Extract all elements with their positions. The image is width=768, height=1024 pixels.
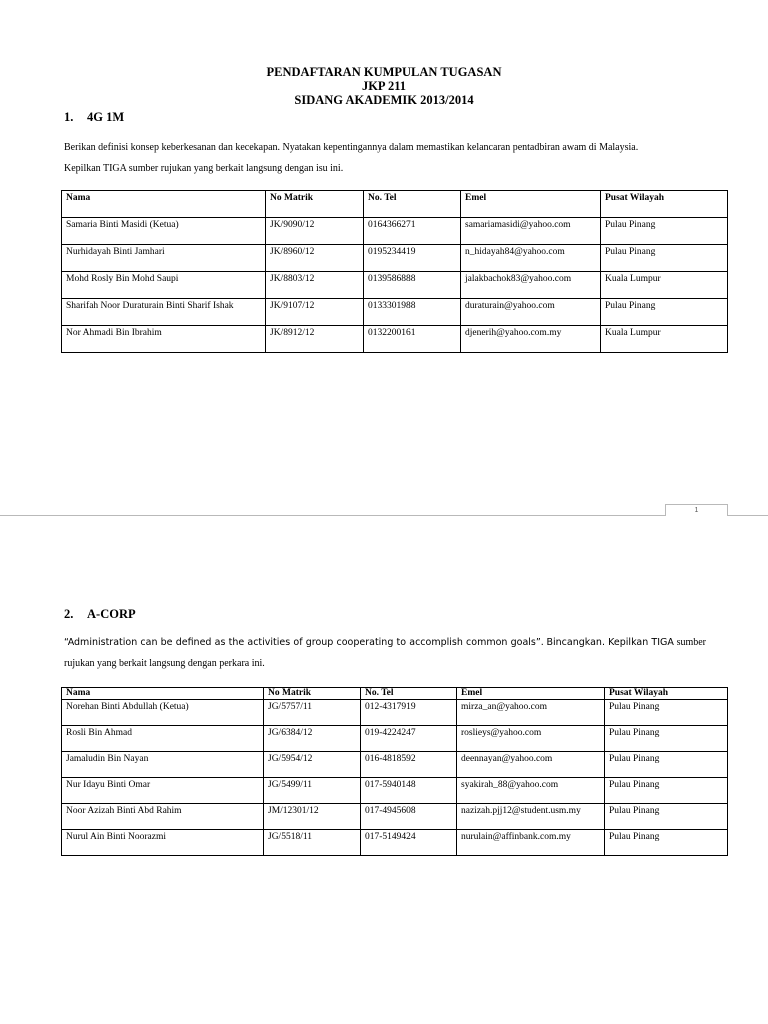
table-cell: JK/8960/12 (266, 245, 364, 272)
table-cell: mirza_an@yahoo.com (457, 700, 605, 726)
table-header-row (62, 688, 728, 700)
table-cell: Nur Idayu Binti Omar (62, 778, 264, 804)
table-cell: Pulau Pinang (605, 752, 728, 778)
table-cell: JG/5499/11 (264, 778, 361, 804)
column-header: Nama (62, 688, 264, 700)
section-2-heading (64, 607, 136, 622)
table-row (62, 778, 728, 804)
table-cell: nazizah.pjj12@student.usm.my (457, 804, 605, 830)
table-cell: 0132200161 (364, 326, 461, 353)
table-cell: Norehan Binti Abdullah (Ketua) (62, 700, 264, 726)
header-course-code: JKP 211 (361, 79, 407, 93)
column-header: No. Tel (361, 688, 457, 700)
table-cell: 019-4224247 (361, 726, 457, 752)
table-row (62, 272, 728, 299)
table-cell: JG/6384/12 (264, 726, 361, 752)
table-row (62, 726, 728, 752)
section-2-question-a: Bincangkan. Kepilkan TIGA (546, 637, 674, 648)
table-cell: Pulau Pinang (605, 700, 728, 726)
section-2-number: 2. (64, 607, 74, 621)
table-row (62, 804, 728, 830)
table-cell: Pulau Pinang (601, 245, 728, 272)
table-cell: JG/5757/11 (264, 700, 361, 726)
section-1-number: 1. (64, 110, 74, 124)
table-cell: Pulau Pinang (605, 804, 728, 830)
section-1-instruction: Kepilkan TIGA sumber rujukan yang berkait langsung dengan isu ini. (64, 163, 344, 174)
column-header: Pusat Wilayah (605, 688, 728, 700)
table-cell: 0133301988 (364, 299, 461, 326)
section-1-title: 4G 1M (87, 110, 125, 124)
table-cell: Nor Ahmadi Bin Ibrahim (62, 326, 266, 353)
table-cell: Pulau Pinang (601, 218, 728, 245)
section-2-question-b: sumber rujukan yang berkait langsung dengan perkara ini. (64, 637, 707, 669)
section-1-heading (64, 110, 124, 125)
document-header (0, 65, 768, 107)
table-cell: n_hidayah84@yahoo.com (461, 245, 601, 272)
column-header: No Matrik (264, 688, 361, 700)
table-row (62, 245, 728, 272)
section-1-member-table (61, 190, 728, 353)
table-cell: JG/5954/12 (264, 752, 361, 778)
column-header: Emel (457, 688, 605, 700)
table-cell: 0164366271 (364, 218, 461, 245)
table-cell: Sharifah Noor Duraturain Binti Sharif Ishak (62, 299, 266, 326)
table-cell: duraturain@yahoo.com (461, 299, 601, 326)
table-cell: Rosli Bin Ahmad (62, 726, 264, 752)
table-cell: JM/12301/12 (264, 804, 361, 830)
page-number: 1 (665, 504, 728, 516)
table-header-row (62, 191, 728, 218)
table-cell: Nurhidayah Binti Jamhari (62, 245, 266, 272)
header-title: PENDAFTARAN KUMPULAN TUGASAN (266, 65, 502, 79)
table-cell: Pulau Pinang (605, 726, 728, 752)
table-cell: 012-4317919 (361, 700, 457, 726)
table-row (62, 830, 728, 856)
section-1-text (64, 137, 706, 179)
table-cell: Noor Azizah Binti Abd Rahim (62, 804, 264, 830)
section-2-title: A-CORP (87, 607, 136, 621)
column-header: Nama (62, 191, 266, 218)
table-row (62, 752, 728, 778)
table-cell: Mohd Rosly Bin Mohd Saupi (62, 272, 266, 299)
table-cell: Samaria Binti Masidi (Ketua) (62, 218, 266, 245)
column-header: Emel (461, 191, 601, 218)
table-cell: JK/9107/12 (266, 299, 364, 326)
page-break-line (0, 515, 768, 516)
table-cell: JK/8803/12 (266, 272, 364, 299)
table-cell: jalakbachok83@yahoo.com (461, 272, 601, 299)
table-cell: 0195234419 (364, 245, 461, 272)
section-2-text (64, 632, 706, 674)
table-cell: nurulain@affinbank.com.my (457, 830, 605, 856)
table-row (62, 700, 728, 726)
table-cell: JG/5518/11 (264, 830, 361, 856)
table-row (62, 299, 728, 326)
table-cell: samariamasidi@yahoo.com (461, 218, 601, 245)
table-cell: roslieys@yahoo.com (457, 726, 605, 752)
table-cell: deennayan@yahoo.com (457, 752, 605, 778)
column-header: No. Tel (364, 191, 461, 218)
section-2-quote: “Administration can be defined as the activities of group cooperating to accomplish common goals”. (64, 637, 544, 648)
section-2-member-table (61, 687, 728, 856)
table-cell: Pulau Pinang (605, 830, 728, 856)
table-cell: Jamaludin Bin Nayan (62, 752, 264, 778)
table-cell: 016-4818592 (361, 752, 457, 778)
table-cell: Nurul Ain Binti Noorazmi (62, 830, 264, 856)
table-cell: syakirah_88@yahoo.com (457, 778, 605, 804)
table-cell: Kuala Lumpur (601, 326, 728, 353)
table-row (62, 326, 728, 353)
table-cell: 017-4945608 (361, 804, 457, 830)
table-cell: JK/8912/12 (266, 326, 364, 353)
table-cell: Pulau Pinang (605, 778, 728, 804)
section-1-question: Berikan definisi konsep keberkesanan dan kecekapan. Nyatakan kepentingannya dalam memastikan kelancaran pentadbiran awam di Malaysia. (64, 142, 639, 153)
column-header: No Matrik (266, 191, 364, 218)
table-cell: Pulau Pinang (601, 299, 728, 326)
table-cell: 0139586888 (364, 272, 461, 299)
header-session: SIDANG AKADEMIK 2013/2014 (294, 93, 474, 107)
table-row (62, 218, 728, 245)
table-cell: JK/9090/12 (266, 218, 364, 245)
table-cell: djenerih@yahoo.com.my (461, 326, 601, 353)
table-cell: 017-5149424 (361, 830, 457, 856)
table-cell: Kuala Lumpur (601, 272, 728, 299)
table-cell: 017-5940148 (361, 778, 457, 804)
column-header: Pusat Wilayah (601, 191, 728, 218)
